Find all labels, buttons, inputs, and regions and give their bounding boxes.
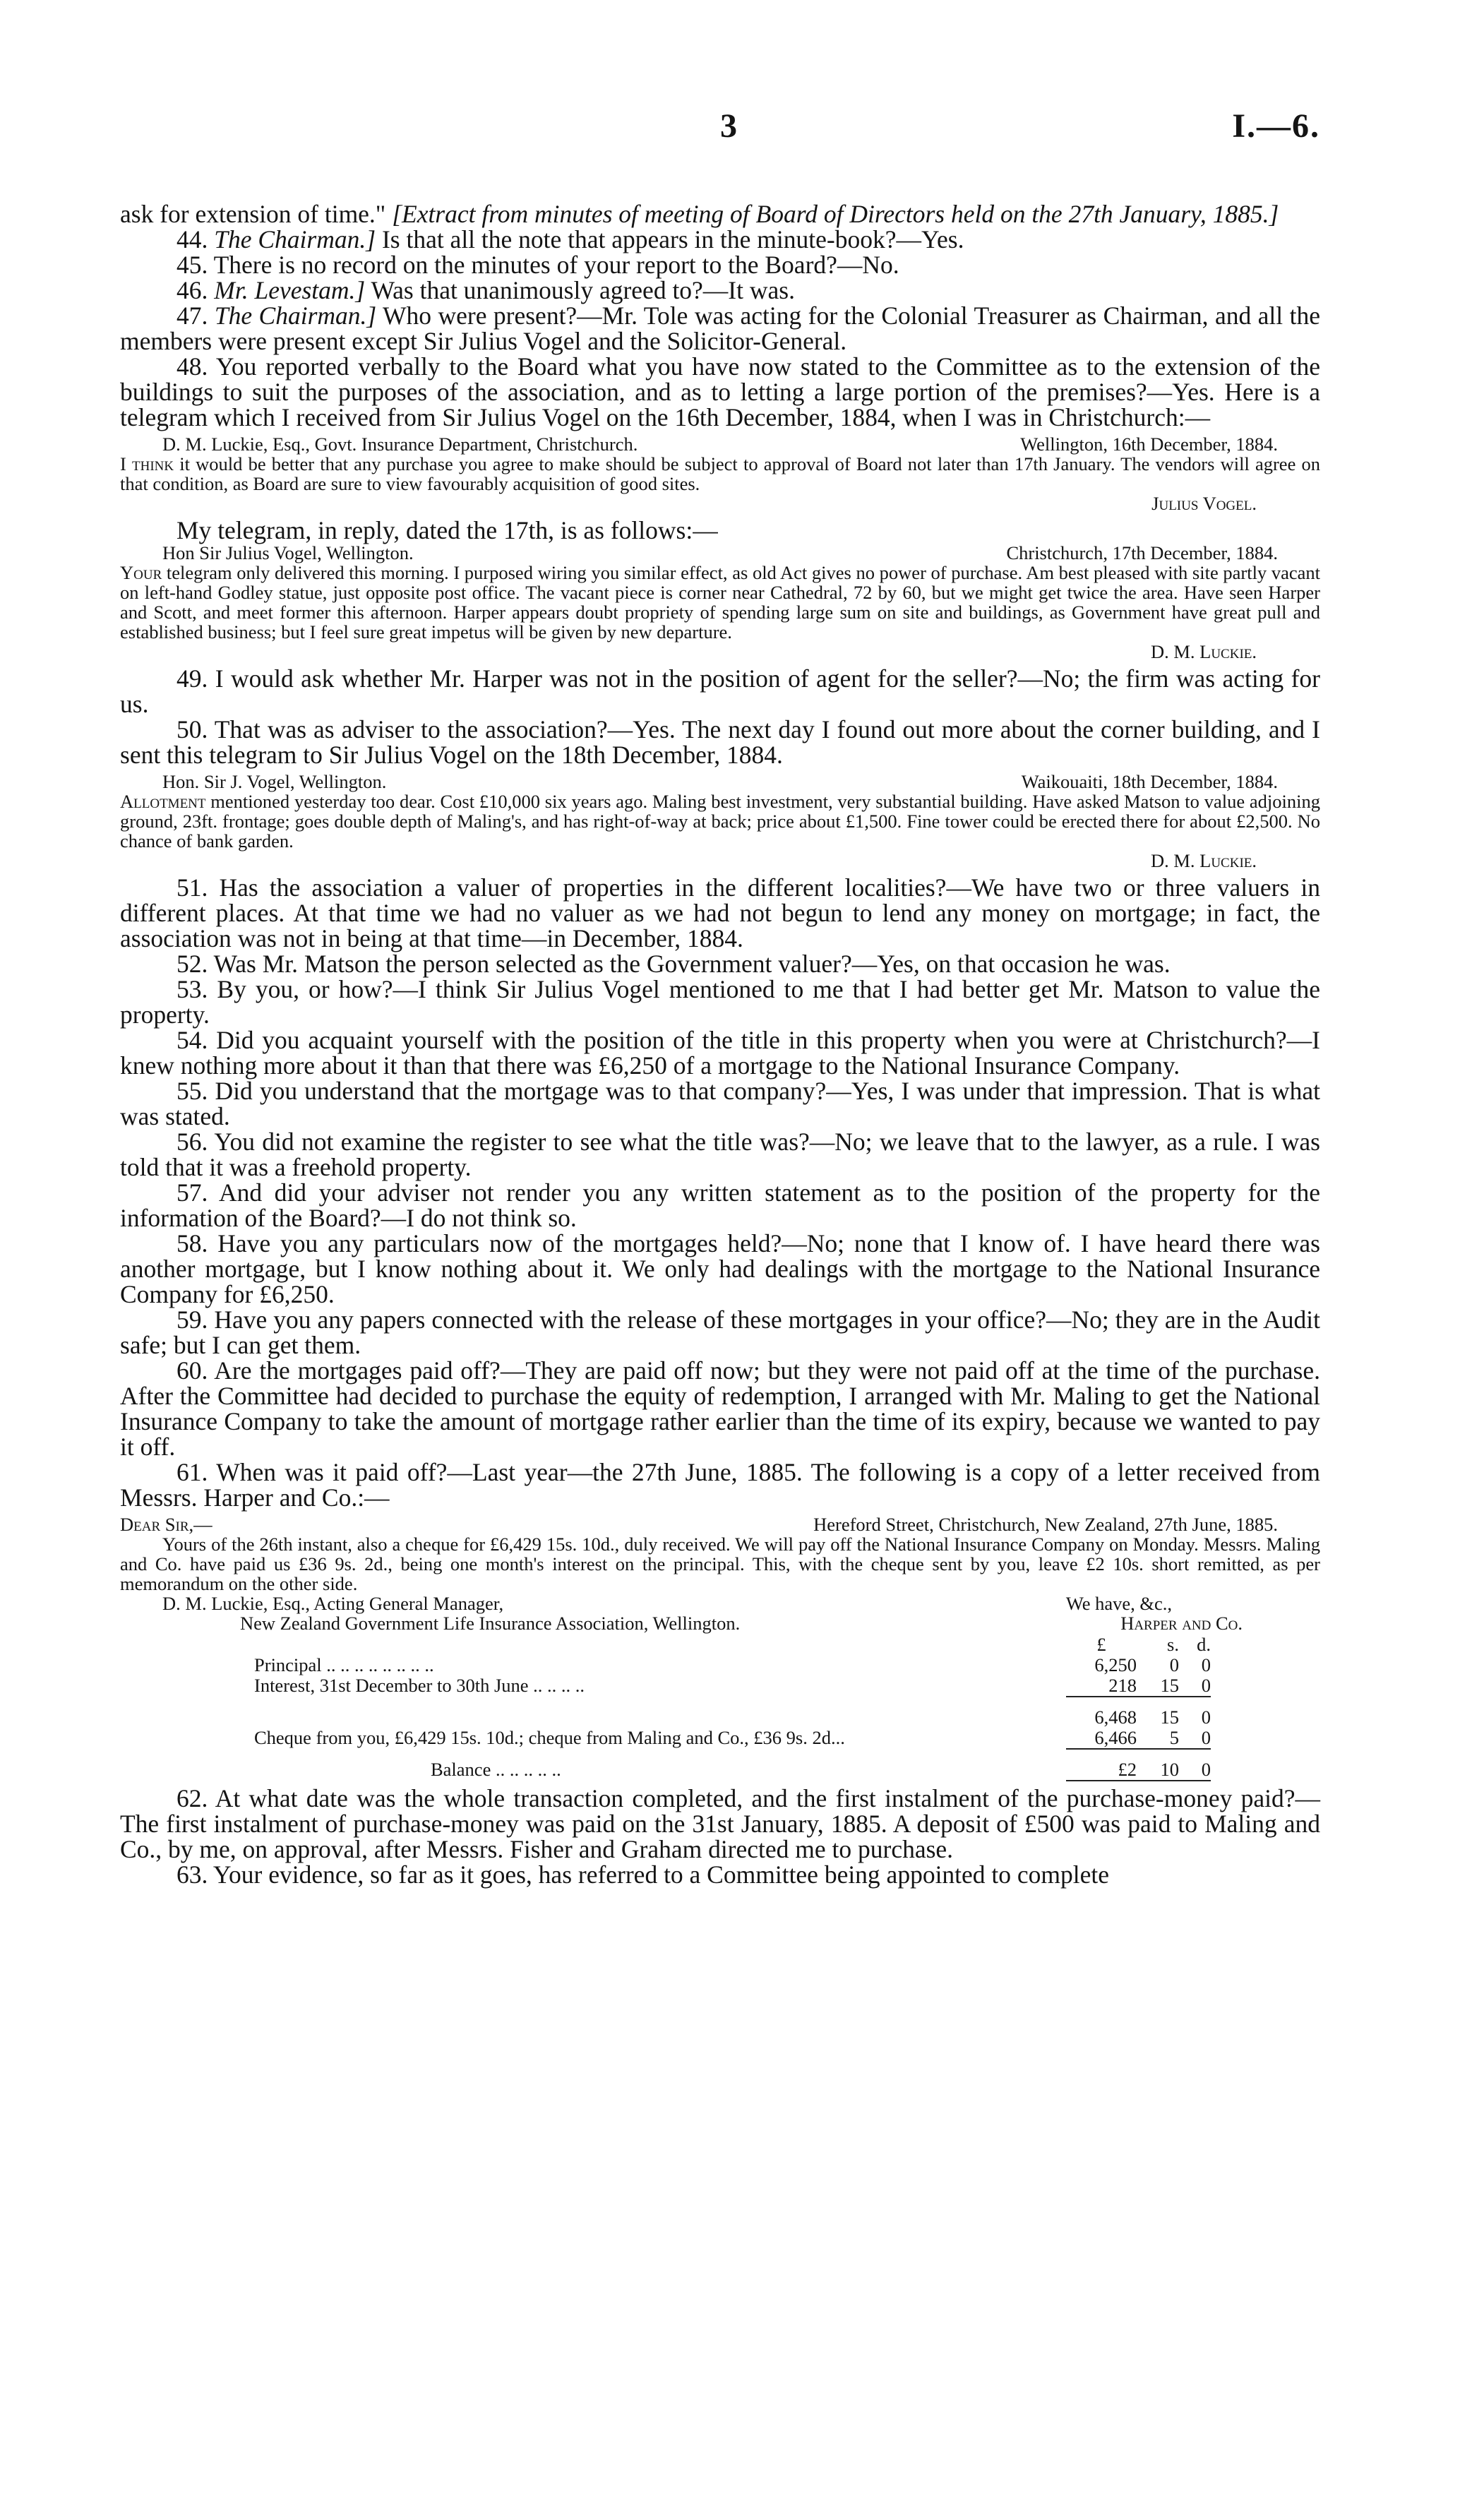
telegram-place-date: Wellington, 16th December, 1884. <box>1020 434 1278 455</box>
reply-intro: My telegram, in reply, dated the 17th, is as follows:— <box>176 516 718 544</box>
question-60: 60. Are the mortgages paid off?—They are paid off now; but they were not paid off at the time of the purchase. After the Committee had decided to purchase the equity of redemption, I arranged with Mr. Maling to get the National Insurance Company to take the amount of mortgage rather earlier than the time of its expiry, because we wanted to pay it off. <box>120 1356 1320 1461</box>
question-56: 56. You did not examine the register to see what the title was?—No; we leave that to the lawyer, as a rule. I was told that it was a freehold property. <box>120 1128 1320 1181</box>
document-reference: I.—6. <box>1232 107 1320 145</box>
telegram-vogel: D. M. Luckie, Esq., Govt. Insurance Department, Christchurch. Wellington, 16th December, 1884. I think it would be better that any purchase you agree to make should be subject to approval of Board not later than 17th January. The vendors will agree on that condition, as Board are sure to view favourably acquisition of good sites. Julius Vogel. <box>120 434 1320 514</box>
question-48: 48. You reported verbally to the Board what you have now stated to the Committee as to the extension of the buildings to suit the purposes of the association, and as to letting a large portion of the premises?—Yes. Here is a telegram which I received from Sir Julius Vogel on the 16th December, 1884, when I was in Christchurch:— <box>120 352 1320 431</box>
table-row: Balance .. .. .. .. .. £2 10 0 <box>431 1759 1211 1780</box>
table-row: Interest, 31st December to 30th June .. .. .. .. 218 15 0 <box>254 1675 1211 1696</box>
telegram-signature: Julius Vogel. <box>1151 493 1257 514</box>
letter-place-date: Hereford Street, Christchurch, New Zealand, 27th June, 1885. <box>813 1514 1278 1535</box>
question-51: 51. Has the association a valuer of properties in the different localities?—We have two or three valuers in different places. At that time we had no valuer as we had not begun to lend any money on mortgage; in fact, the association was not in being at that time—in December, 1884. <box>120 873 1320 952</box>
question-54: 54. Did you acquaint yourself with the position of the title in this property when you were at Christchurch?—I knew nothing more about it than that there was £6,250 of a mortgage to the National Insurance Company. <box>120 1026 1320 1080</box>
telegram-recipient: Hon Sir Julius Vogel, Wellington. <box>162 542 414 563</box>
question-44: 44. The Chairman.] Is that all the note that appears in the minute-book?—Yes. <box>176 225 964 253</box>
question-62: 62. At what date was the whole transaction completed, and the first instalment of the purchase-money paid?—The first instalment of purchase-money was paid on the 31st January, 1885. A deposit of £500 was paid to Maling and Co., by me, on approval, after Messrs. Fisher and Graham directed me to purchase. <box>120 1784 1320 1863</box>
table-header: £ s. d. <box>1096 1634 1211 1655</box>
question-49: 49. I would ask whether Mr. Harper was not in the position of agent for the seller?—No; the firm was acting for us. <box>120 664 1320 718</box>
letter-harper <box>120 1514 1320 1781</box>
question-55: 55. Did you understand that the mortgage was to that company?—Yes, I was under that impression. That is what was stated. <box>120 1077 1320 1130</box>
question-59: 59. Have you any papers connected with the release of these mortgages in your office?—No; they are in the Audit safe; but I can get them. <box>120 1305 1320 1359</box>
letter-body: Yours of the 26th instant, also a cheque for £6,429 15s. 10d., duly received. We will pay off the National Insurance Company on Monday. Messrs. Maling and Co. have paid us £36 9s. 2d., being one month's interest on the principal. This, with the cheque sent by you, leave £2 10s. short remitted, as per memorandum on the other side. <box>120 1534 1320 1594</box>
telegram-luckie-reply: Hon Sir Julius Vogel, Wellington. Christchurch, 17th December, 1884. Your telegram only delivered this morning. I purposed wiring you similar effect, as old Act gives no power of purchase. Am best pleased with site partly vacant on left-hand Godley statue, just opposite post office. The vacant piece is corner near Cathedral, 72 by 60, but we might get twice the area. Have seen Harper and Scott, and meet former this afternoon. Harper appears doubt propriety of spending large sum on site and buildings, as Government have great pull and established business; but I feel sure great impetus will be given by new departure. D. M. Luckie. <box>120 542 1320 662</box>
letter-closing: We have, &c., <box>1065 1593 1172 1614</box>
memorandum-table <box>120 1635 1320 1781</box>
table-row: Cheque from you, £6,429 15s. 10d.; cheque from Maling and Co., £36 9s. 2d... 6,466 5 0 <box>254 1727 1211 1748</box>
telegram-place-date: Waikouaiti, 18th December, 1884. <box>1021 771 1278 792</box>
question-58: 58. Have you any particulars now of the mortgages held?—No; none that I know of. I have heard there was another mortgage, but I know nothing about it. We only had dealings with the mortgage to the National Insurance Company for £6,250. <box>120 1229 1320 1308</box>
question-53: 53. By you, or how?—I think Sir Julius Vogel mentioned to me that I had better get Mr. Matson to value the property. <box>120 975 1320 1029</box>
question-45: 45. There is no record on the minutes of your report to the Board?—No. <box>176 251 899 279</box>
page-number: 3 <box>720 107 737 145</box>
telegram-recipient: D. M. Luckie, Esq., Govt. Insurance Department, Christchurch. <box>162 434 638 455</box>
question-50: 50. That was as adviser to the association?—Yes. The next day I found out more about the corner building, and I sent this telegram to Sir Julius Vogel on the 18th December, 1884. <box>120 715 1320 769</box>
document-body <box>120 201 1320 1887</box>
paragraph-extract: ask for extension of time." [Extract from minutes of meeting of Board of Directors held on the 27th January, 1885.] <box>120 200 1279 228</box>
question-52: 52. Was Mr. Matson the person selected as the Government valuer?—Yes, on that occasion he was. <box>176 950 1171 978</box>
question-63: 63. Your evidence, so far as it goes, has referred to a Committee being appointed to complete <box>176 1860 1110 1889</box>
table-row: Principal .. .. .. .. .. .. .. .. 6,250 0 0 <box>254 1654 1211 1675</box>
question-47: 47. The Chairman.] Who were present?—Mr. Tole was acting for the Colonial Treasurer as Chairman, and all the members were present except Sir Julius Vogel and the Solicitor-General. <box>120 301 1320 355</box>
table-row: 6,468 15 0 <box>1094 1707 1211 1728</box>
telegram-waikouaiti: Hon. Sir J. Vogel, Wellington. Waikouaiti, 18th December, 1884. Allotment mentioned yesterday too dear. Cost £10,000 six years ago. Maling best investment, very substantial building. Have asked Matson to value adjoining ground, 23ft. frontage; goes double depth of Maling's, and has right-of-way at back; price about £1,500. Fine tower could be erected there for about £2,500. No chance of bank garden. D. M. Luckie. <box>120 771 1320 871</box>
telegram-recipient: Hon. Sir J. Vogel, Wellington. <box>162 771 387 792</box>
letter-addressee: D. M. Luckie, Esq., Acting General Manager, We have, &c., New Zealand Government Life Insurance Association, Wellington. Harper and Co. <box>120 1594 1320 1633</box>
question-61: 61. When was it paid off?—Last year—the 27th June, 1885. The following is a copy of a letter received from Messrs. Harper and Co.:— <box>120 1458 1320 1512</box>
letter-salutation: Dear Sir,— <box>120 1514 213 1535</box>
telegram-signature: D. M. Luckie. <box>1150 850 1257 871</box>
page-header <box>120 107 1320 156</box>
question-46: 46. Mr. Levestam.] Was that unanimously agreed to?—It was. <box>176 276 795 304</box>
letter-signature: Harper and Co. <box>1120 1613 1243 1634</box>
question-57: 57. And did your adviser not render you any written statement as to the position of the property for the information of the Board?—I do not think so. <box>120 1178 1320 1232</box>
telegram-signature: D. M. Luckie. <box>1150 641 1257 662</box>
telegram-place-date: Christchurch, 17th December, 1884. <box>1006 542 1278 563</box>
